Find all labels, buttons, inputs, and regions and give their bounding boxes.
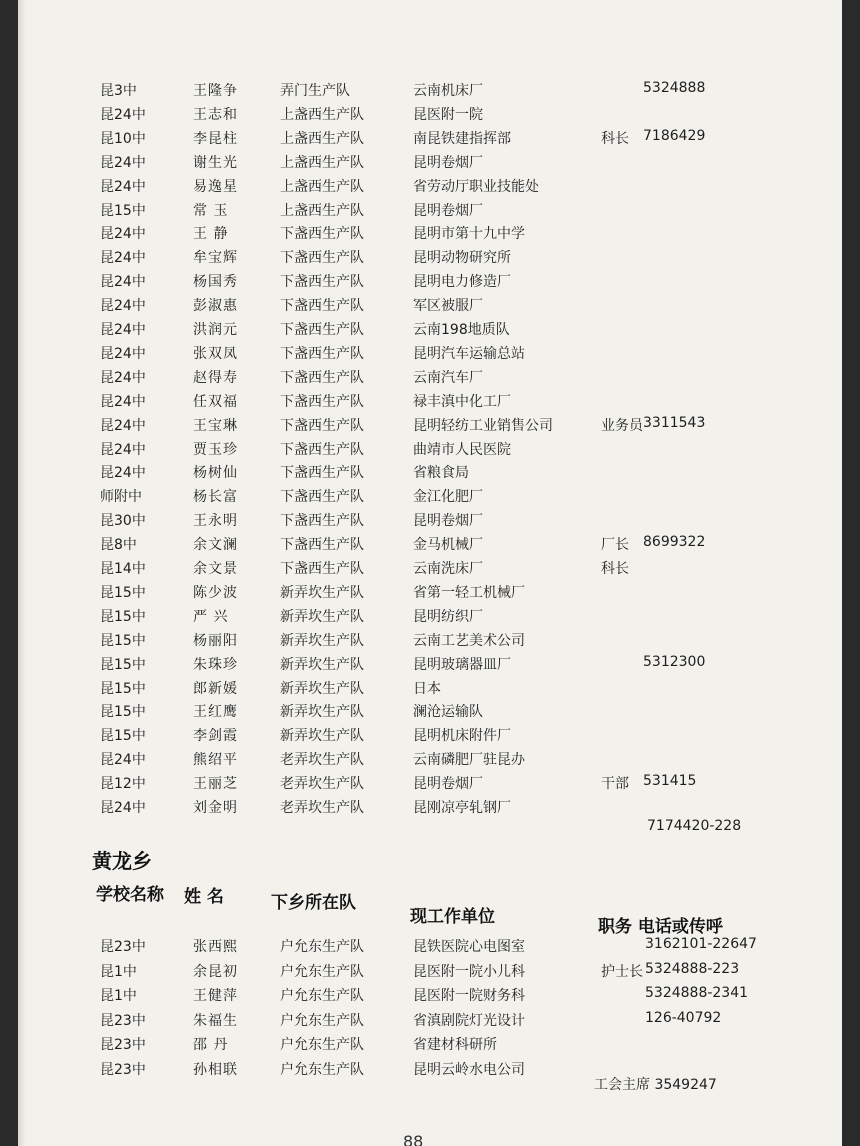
workplace-cell: 昆明汽车运输总站: [413, 345, 525, 362]
school-cell: 昆24中: [100, 250, 146, 267]
name-cell: 余文景: [193, 561, 238, 577]
list-row: [18, 152, 842, 174]
name-cell: 严 兴: [193, 608, 229, 625]
team-cell: 户允东生产队: [280, 1061, 364, 1078]
list-row: [18, 936, 842, 958]
name-cell: 王隆争: [193, 83, 238, 99]
extra-role-phone: 工会主席 3549247: [594, 1077, 717, 1093]
list-row: [18, 1059, 842, 1081]
list-row: [18, 391, 842, 413]
list-row: [18, 319, 842, 341]
school-cell: 昆24中: [100, 106, 146, 123]
name-cell: 朱珠珍: [193, 656, 238, 673]
name-cell: 王丽芝: [193, 776, 238, 793]
name-cell: 王宝琳: [193, 417, 238, 434]
team-cell: 新弄坎生产队: [280, 608, 364, 625]
page-number: 88: [403, 1132, 424, 1146]
name-cell: 王永明: [193, 513, 238, 530]
list-row: [18, 582, 842, 604]
name-cell: 李剑霞: [193, 728, 238, 745]
book-page: [18, 0, 842, 1146]
phone-cell: 8699322: [643, 534, 706, 551]
team-cell: 下盏西生产队: [280, 298, 364, 315]
phone-cell: 3162101-22647: [645, 936, 757, 952]
phone-cell: 5324888-223: [645, 960, 740, 977]
role-cell: 干部: [601, 776, 629, 793]
name-cell: 牟宝辉: [193, 250, 238, 267]
list-row: [18, 80, 842, 102]
role-cell: 厂长: [601, 537, 629, 554]
team-cell: 新弄坎生产队: [280, 728, 364, 745]
list-row: [18, 223, 842, 245]
school-cell: 昆24中: [100, 752, 146, 769]
school-cell: 师附中: [100, 489, 142, 506]
team-cell: 下盏西生产队: [280, 441, 364, 458]
workplace-cell: 曲靖市人民医院: [413, 441, 511, 458]
workplace-cell: 云南机床厂: [413, 83, 483, 99]
team-cell: 户允东生产队: [280, 1012, 364, 1029]
school-cell: 昆10中: [100, 130, 146, 147]
list-row: [18, 558, 842, 580]
team-cell: 下盏西生产队: [280, 250, 364, 267]
team-cell: 户允东生产队: [280, 939, 364, 955]
phone-cell: 3311543: [643, 414, 706, 431]
team-cell: 下盏西生产队: [280, 561, 364, 577]
name-cell: 赵得寿: [193, 369, 238, 386]
workplace-cell: 禄丰滇中化工厂: [413, 393, 511, 410]
list-row: [18, 985, 842, 1007]
list-row: [18, 439, 842, 461]
list-row: [18, 701, 842, 723]
list-row: [18, 630, 842, 652]
school-cell: 昆1中: [100, 963, 137, 980]
name-cell: 常 玉: [193, 202, 229, 219]
header-school: 学校名称: [96, 885, 164, 905]
workplace-cell: 昆明轻纺工业销售公司: [413, 417, 553, 434]
school-cell: 昆24中: [100, 178, 146, 195]
workplace-cell: 昆医附一院: [413, 106, 483, 123]
school-cell: 昆23中: [100, 1061, 146, 1078]
workplace-cell: 昆明卷烟厂: [413, 202, 483, 219]
name-cell: 朱福生: [193, 1012, 238, 1029]
school-cell: 昆24中: [100, 322, 146, 338]
header-name: 姓 名: [184, 887, 224, 907]
phone-cell: 5312300: [643, 653, 706, 670]
list-row: [18, 128, 842, 150]
school-cell: 昆15中: [100, 632, 146, 649]
team-cell: 上盏西生产队: [280, 154, 364, 171]
name-cell: 杨长富: [193, 489, 238, 506]
name-cell: 刘金明: [193, 800, 238, 816]
school-cell: 昆8中: [100, 537, 137, 554]
list-row: [18, 367, 842, 389]
workplace-cell: 云南工艺美术公司: [413, 632, 525, 649]
name-cell: 杨国秀: [193, 274, 238, 291]
list-row: [18, 343, 842, 365]
team-cell: 户允东生产队: [280, 988, 364, 1004]
header-work: 现工作单位: [410, 907, 495, 927]
list-row: [18, 104, 842, 126]
workplace-cell: 省第一轻工机械厂: [413, 584, 525, 601]
school-cell: 昆14中: [100, 561, 146, 577]
name-cell: 王 静: [193, 226, 229, 243]
name-cell: 杨丽阳: [193, 632, 238, 649]
workplace-cell: 云南198地质队: [413, 322, 510, 338]
section-title: 黄龙乡: [92, 849, 152, 873]
name-cell: 王红鹰: [193, 704, 238, 721]
list-row: [18, 200, 842, 222]
workplace-cell: 昆明玻璃器皿厂: [413, 656, 511, 673]
school-cell: 昆24中: [100, 800, 146, 816]
list-row: [18, 678, 842, 700]
team-cell: 下盏西生产队: [280, 465, 364, 482]
name-cell: 孙相联: [193, 1061, 238, 1078]
school-cell: 昆15中: [100, 704, 146, 721]
list-row: [18, 415, 842, 437]
list-row: [18, 654, 842, 676]
team-cell: 下盏西生产队: [280, 537, 364, 554]
list-row: [18, 773, 842, 795]
team-cell: 下盏西生产队: [280, 226, 364, 243]
role-cell: 科长: [601, 561, 629, 577]
workplace-cell: 昆明动物研究所: [413, 250, 511, 267]
team-cell: 老弄坎生产队: [280, 800, 364, 816]
workplace-cell: 昆明市第十九中学: [413, 226, 525, 243]
workplace-cell: 昆明卷烟厂: [413, 513, 483, 530]
workplace-cell: 昆医附一院财务科: [413, 988, 525, 1004]
school-cell: 昆15中: [100, 202, 146, 219]
workplace-cell: 云南汽车厂: [413, 369, 483, 386]
name-cell: 李昆柱: [193, 130, 238, 147]
school-cell: 昆24中: [100, 298, 146, 315]
team-cell: 新弄坎生产队: [280, 584, 364, 601]
list-row: [18, 797, 842, 819]
team-cell: 下盏西生产队: [280, 322, 364, 338]
team-cell: 下盏西生产队: [280, 513, 364, 530]
name-cell: 王志和: [193, 106, 238, 123]
list-row: [18, 176, 842, 198]
name-cell: 洪润元: [193, 322, 238, 338]
phone-cell: 5324888: [643, 80, 706, 96]
workplace-cell: 军区被服厂: [413, 298, 483, 315]
list-row: [18, 749, 842, 771]
workplace-cell: 昆医附一院小儿科: [413, 963, 525, 980]
team-cell: 下盏西生产队: [280, 393, 364, 410]
list-row: [18, 534, 842, 556]
team-cell: 户允东生产队: [280, 963, 364, 980]
team-cell: 下盏西生产队: [280, 345, 364, 362]
list-row: [18, 271, 842, 293]
name-cell: 杨树仙: [193, 465, 238, 482]
school-cell: 昆15中: [100, 680, 146, 697]
team-cell: 新弄坎生产队: [280, 680, 364, 697]
workplace-cell: 昆明机床附件厂: [413, 728, 511, 745]
school-cell: 昆24中: [100, 345, 146, 362]
school-cell: 昆24中: [100, 274, 146, 291]
header-team: 下乡所在队: [271, 893, 356, 913]
phone-cell: 126-40792: [645, 1009, 722, 1026]
name-cell: 陈少波: [193, 584, 238, 601]
school-cell: 昆12中: [100, 776, 146, 793]
team-cell: 户允东生产队: [280, 1037, 364, 1053]
team-cell: 新弄坎生产队: [280, 704, 364, 721]
phone-cell: 531415: [643, 773, 697, 790]
phone-cell: 7186429: [643, 127, 706, 144]
header-role-phone: 职务 电话或传呼: [598, 917, 723, 937]
school-cell: 昆23中: [100, 1037, 146, 1053]
workplace-cell: 昆明电力修造厂: [413, 274, 511, 291]
team-cell: 老弄坎生产队: [280, 776, 364, 793]
school-cell: 昆24中: [100, 417, 146, 434]
school-cell: 昆15中: [100, 728, 146, 745]
school-cell: 昆15中: [100, 584, 146, 601]
school-cell: 昆15中: [100, 656, 146, 673]
team-cell: 上盏西生产队: [280, 130, 364, 147]
list-row: [18, 510, 842, 532]
workplace-cell: 昆刚凉亭轧钢厂: [413, 800, 511, 816]
name-cell: 贾玉珍: [193, 441, 238, 458]
list-row: [18, 462, 842, 484]
name-cell: 任双福: [193, 393, 238, 410]
workplace-cell: 省滇剧院灯光设计: [413, 1012, 525, 1029]
workplace-cell: 省粮食局: [413, 465, 469, 482]
school-cell: 昆3中: [100, 83, 137, 99]
name-cell: 彭淑惠: [193, 298, 238, 315]
list-row: [18, 1010, 842, 1032]
school-cell: 昆23中: [100, 939, 146, 955]
name-cell: 张双凤: [193, 345, 238, 362]
school-cell: 昆24中: [100, 441, 146, 458]
team-cell: 上盏西生产队: [280, 202, 364, 219]
team-cell: 上盏西生产队: [280, 178, 364, 195]
phone-cell: 5324888-2341: [645, 985, 749, 1001]
list-row: [18, 606, 842, 628]
name-cell: 王健萍: [193, 988, 238, 1004]
name-cell: 余文澜: [193, 537, 238, 554]
school-cell: 昆23中: [100, 1012, 146, 1029]
team-cell: 下盏西生产队: [280, 369, 364, 386]
workplace-cell: 金马机械厂: [413, 537, 483, 554]
name-cell: 余昆初: [193, 963, 238, 980]
role-cell: 业务员: [601, 417, 643, 434]
workplace-cell: 云南磷肥厂驻昆办: [413, 752, 525, 769]
team-cell: 上盏西生产队: [280, 106, 364, 123]
workplace-cell: 云南洗床厂: [413, 561, 483, 577]
list-row: [18, 961, 842, 983]
school-cell: 昆24中: [100, 393, 146, 410]
workplace-cell: 昆明纺织厂: [413, 608, 483, 625]
school-cell: 昆24中: [100, 369, 146, 386]
list-row: [18, 295, 842, 317]
workplace-cell: 省建材科研所: [413, 1037, 497, 1053]
school-cell: 昆30中: [100, 513, 146, 530]
name-cell: 邵 丹: [193, 1037, 229, 1053]
list-row: [18, 725, 842, 747]
list-row: [18, 247, 842, 269]
name-cell: 张西熙: [193, 939, 238, 955]
workplace-cell: 昆明卷烟厂: [413, 154, 483, 171]
name-cell: 易逸星: [193, 178, 238, 195]
school-cell: 昆24中: [100, 465, 146, 482]
team-cell: 新弄坎生产队: [280, 632, 364, 649]
list-row: [18, 486, 842, 508]
role-cell: 护士长: [601, 963, 643, 980]
team-cell: 下盏西生产队: [280, 489, 364, 506]
workplace-cell: 南昆铁建指挥部: [413, 130, 511, 147]
team-cell: 弄门生产队: [280, 83, 350, 99]
workplace-cell: 金江化肥厂: [413, 489, 483, 506]
team-cell: 新弄坎生产队: [280, 656, 364, 673]
workplace-cell: 昆明卷烟厂: [413, 776, 483, 793]
workplace-cell: 日本: [413, 680, 441, 697]
workplace-cell: 昆明云岭水电公司: [413, 1061, 525, 1078]
workplace-cell: 昆铁医院心电图室: [413, 939, 525, 955]
workplace-cell: 省劳动厅职业技能处: [413, 178, 539, 195]
workplace-cell: 澜沧运输队: [413, 704, 483, 721]
name-cell: 郎新媛: [193, 680, 238, 697]
role-cell: 科长: [601, 130, 629, 147]
team-cell: 老弄坎生产队: [280, 752, 364, 769]
school-cell: 昆24中: [100, 226, 146, 243]
school-cell: 昆15中: [100, 608, 146, 625]
name-cell: 谢生光: [193, 154, 238, 171]
name-cell: 熊绍平: [193, 752, 238, 769]
school-cell: 昆24中: [100, 154, 146, 171]
team-cell: 下盏西生产队: [280, 417, 364, 434]
school-cell: 昆1中: [100, 988, 137, 1004]
team-cell: 下盏西生产队: [280, 274, 364, 291]
extra-phone: 7174420-228: [647, 818, 742, 834]
list-row: [18, 1034, 842, 1056]
